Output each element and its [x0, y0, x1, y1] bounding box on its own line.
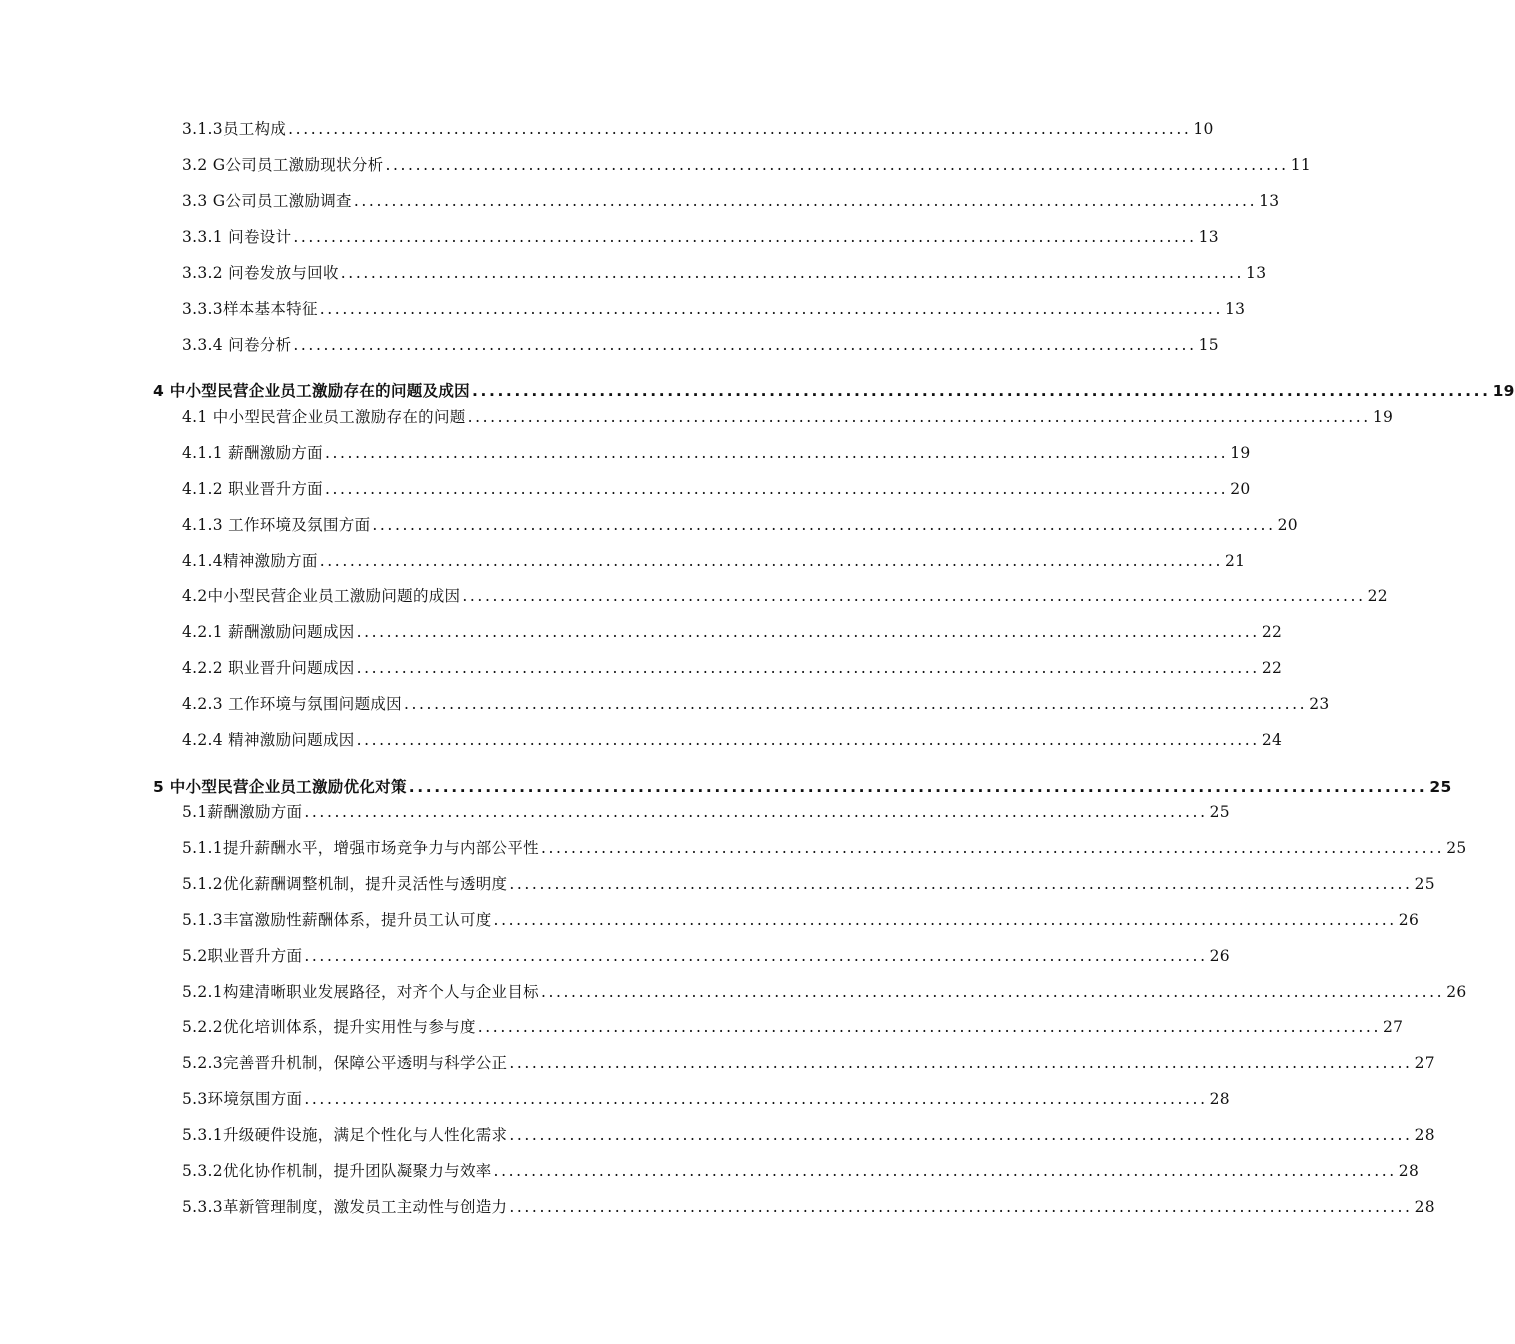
toc-entry-label: 5.1薪酬激励方面: [182, 803, 303, 821]
toc-page-number: 28: [1398, 1162, 1420, 1180]
toc-entry[interactable]: [182, 873, 1435, 895]
toc-entry-label: 5.1.2优化薪酬调整机制，提升灵活性与透明度: [182, 875, 508, 893]
toc-page-number: 27: [1383, 1018, 1404, 1036]
toc-entry-label: 3.3.2 问卷发放与回收: [182, 264, 339, 282]
toc-page-number: 26: [1209, 947, 1230, 965]
dot-leader: ........................................................................................................................: [293, 336, 1197, 354]
toc-page-number: 21: [1225, 552, 1246, 570]
toc-entry[interactable]: [182, 406, 1394, 428]
toc-page-number: 23: [1309, 695, 1330, 713]
toc-entry[interactable]: [182, 801, 1230, 823]
toc-page-number: 10: [1193, 120, 1214, 138]
toc-entry-label: 4.2.4 精神激励问题成因: [182, 731, 355, 749]
toc-entry[interactable]: [182, 1160, 1420, 1182]
toc-entry[interactable]: [182, 981, 1467, 1003]
dot-leader: ........................................................................................................................: [324, 444, 1229, 462]
toc-page-number: 19: [1492, 382, 1515, 400]
toc-entry-label: 5.3.3革新管理制度，激发员工主动性与创造力: [182, 1198, 508, 1216]
toc-entry[interactable]: [182, 693, 1330, 715]
toc-entry[interactable]: [182, 1088, 1230, 1110]
dot-leader: ........................................................................................................................: [372, 516, 1276, 534]
dot-leader: ........................................................................................................................: [540, 839, 1445, 857]
toc-entry[interactable]: [182, 1124, 1435, 1146]
dot-leader: ........................................................................................................................: [319, 300, 1223, 318]
toc-entry[interactable]: [182, 334, 1219, 356]
toc-entry[interactable]: [182, 478, 1251, 500]
toc-entry-label: 3.2 G公司员工激励现状分析: [182, 156, 384, 174]
dot-leader: ........................................................................................................................: [304, 803, 1208, 821]
dot-leader: ........................................................................................................................: [493, 911, 1397, 929]
toc-entry-label: 3.3.4 问卷分析: [182, 336, 292, 354]
dot-leader: ........................................................................................................................: [356, 659, 1260, 677]
toc-entry-label: 3.3.3样本基本特征: [182, 300, 318, 318]
toc-page-number: 28: [1414, 1126, 1435, 1144]
dot-leader: ........................................................................................................................: [304, 1090, 1208, 1108]
toc-entry-label: 3.3 G公司员工激励调查: [182, 192, 352, 210]
toc-page-number: 28: [1414, 1198, 1435, 1216]
toc-entry[interactable]: [182, 118, 1214, 140]
toc-entry[interactable]: [182, 154, 1312, 176]
toc-entry-label: 4.1.1 薪酬激励方面: [182, 444, 323, 462]
toc-page-number: 15: [1198, 336, 1219, 354]
dot-leader: ........................................................................................................................: [356, 623, 1260, 641]
toc-entry-label: 5.2.1构建清晰职业发展路径，对齐个人与企业目标: [182, 983, 539, 1001]
toc-entry[interactable]: [182, 945, 1230, 967]
toc-entry[interactable]: [182, 298, 1246, 320]
toc-entry[interactable]: [182, 1016, 1404, 1038]
dot-leader: ........................................................................................................................: [304, 947, 1208, 965]
toc-entry[interactable]: [182, 729, 1283, 751]
toc-page-number: 22: [1261, 659, 1283, 677]
toc-page-number: 25: [1446, 839, 1467, 857]
toc-page-number: 22: [1367, 587, 1388, 605]
dot-leader: ........................................................................................................................: [509, 1054, 1413, 1072]
toc-entry[interactable]: [182, 621, 1283, 643]
dot-leader: ........................................................................................................................: [288, 120, 1192, 138]
toc-entry[interactable]: [182, 226, 1219, 248]
toc-page-number: 13: [1246, 264, 1267, 282]
toc-entry[interactable]: [182, 550, 1246, 572]
dot-leader: ........................................................................................................................: [385, 156, 1289, 174]
toc-entry[interactable]: [182, 190, 1280, 212]
toc-entry-label: 5.3环境氛围方面: [182, 1090, 303, 1108]
dot-leader: ........................................................................................................................: [509, 1198, 1413, 1216]
dot-leader: ........................................................................................................................: [477, 1018, 1381, 1036]
toc-page-number: 25: [1429, 778, 1452, 796]
dot-leader: ........................................................................................................................: [340, 264, 1245, 282]
toc-chapter-entry[interactable]: [153, 776, 1452, 798]
toc-page-number: 13: [1225, 300, 1246, 318]
toc-entry-label: 5.2.3完善晋升机制，保障公平透明与科学公正: [182, 1054, 508, 1072]
toc-page-number: 19: [1372, 408, 1394, 426]
toc-page-number: 13: [1198, 228, 1219, 246]
toc-entry[interactable]: [182, 1052, 1435, 1074]
dot-leader: ........................................................................................................................: [319, 552, 1223, 570]
toc-entry-label: 4.1.4精神激励方面: [182, 552, 318, 570]
toc-entry-label: 4.2中小型民营企业员工激励问题的成因: [182, 587, 461, 605]
dot-leader: ........................................................................................................................: [540, 983, 1445, 1001]
toc-entry-label: 5.1.1提升薪酬水平，增强市场竞争力与内部公平性: [182, 839, 539, 857]
toc-entry-label: 5.2.2优化培训体系，提升实用性与参与度: [182, 1018, 476, 1036]
dot-leader: ........................................................................................................................: [293, 228, 1197, 246]
toc-page-number: 26: [1398, 911, 1420, 929]
toc-page-number: 13: [1259, 192, 1280, 210]
toc-entry-label: 3.3.1 问卷设计: [182, 228, 292, 246]
toc-entry[interactable]: [182, 909, 1420, 931]
toc-page-number: 25: [1209, 803, 1230, 821]
toc-page-number: 19: [1230, 444, 1251, 462]
toc-page-number: 20: [1277, 516, 1298, 534]
toc-entry-label: 3.1.3员工构成: [182, 120, 287, 138]
toc-page-number: 25: [1414, 875, 1435, 893]
dot-leader: ........................................................................................................................: [467, 408, 1371, 426]
toc-page-number: 28: [1209, 1090, 1230, 1108]
toc-entry-label: 5.3.1升级硬件设施，满足个性化与人性化需求: [182, 1126, 508, 1144]
toc-page-number: 24: [1261, 731, 1283, 749]
dot-leader: ........................................................................................................................: [493, 1162, 1397, 1180]
toc-entry-label: 5.1.3丰富激励性薪酬体系，提升员工认可度: [182, 911, 492, 929]
toc-entry[interactable]: [182, 514, 1298, 536]
toc-entry[interactable]: [182, 837, 1467, 859]
dot-leader: ........................................................................................................................: [471, 382, 1491, 400]
toc-chapter-entry[interactable]: [153, 380, 1515, 402]
toc-entry[interactable]: [182, 1196, 1435, 1218]
toc-entry-label: 4.2.2 职业晋升问题成因: [182, 659, 355, 677]
dot-leader: ........................................................................................................................: [356, 731, 1260, 749]
toc-entry[interactable]: [182, 657, 1283, 679]
toc-page-number: 20: [1230, 480, 1251, 498]
toc-page-number: 11: [1290, 156, 1312, 174]
dot-leader: ........................................................................................................................: [509, 875, 1413, 893]
toc-entry[interactable]: [182, 442, 1251, 464]
dot-leader: ........................................................................................................................: [408, 778, 1428, 796]
toc-entry-label: 4.2.3 工作环境与氛围问题成因: [182, 695, 402, 713]
toc-entry-label: 4.2.1 薪酬激励问题成因: [182, 623, 355, 641]
toc-chapter-label: 5 中小型民营企业员工激励优化对策: [153, 778, 407, 796]
toc-entry-label: 4.1 中小型民营企业员工激励存在的问题: [182, 408, 466, 426]
dot-leader: ........................................................................................................................: [509, 1126, 1413, 1144]
toc-page-number: 27: [1414, 1054, 1435, 1072]
toc-page-number: 22: [1261, 623, 1283, 641]
dot-leader: ........................................................................................................................: [353, 192, 1258, 210]
dot-leader: ........................................................................................................................: [403, 695, 1308, 713]
toc-entry-label: 5.2职业晋升方面: [182, 947, 303, 965]
toc-page-number: 26: [1446, 983, 1467, 1001]
toc-entry-label: 5.3.2优化协作机制，提升团队凝聚力与效率: [182, 1162, 492, 1180]
toc-entry-label: 4.1.3 工作环境及氛围方面: [182, 516, 371, 534]
toc-entry[interactable]: [182, 585, 1388, 607]
dot-leader: ........................................................................................................................: [462, 587, 1366, 605]
dot-leader: ........................................................................................................................: [324, 480, 1229, 498]
toc-entry-label: 4.1.2 职业晋升方面: [182, 480, 323, 498]
toc-entry[interactable]: [182, 262, 1267, 284]
toc-chapter-label: 4 中小型民营企业员工激励存在的问题及成因: [153, 382, 470, 400]
